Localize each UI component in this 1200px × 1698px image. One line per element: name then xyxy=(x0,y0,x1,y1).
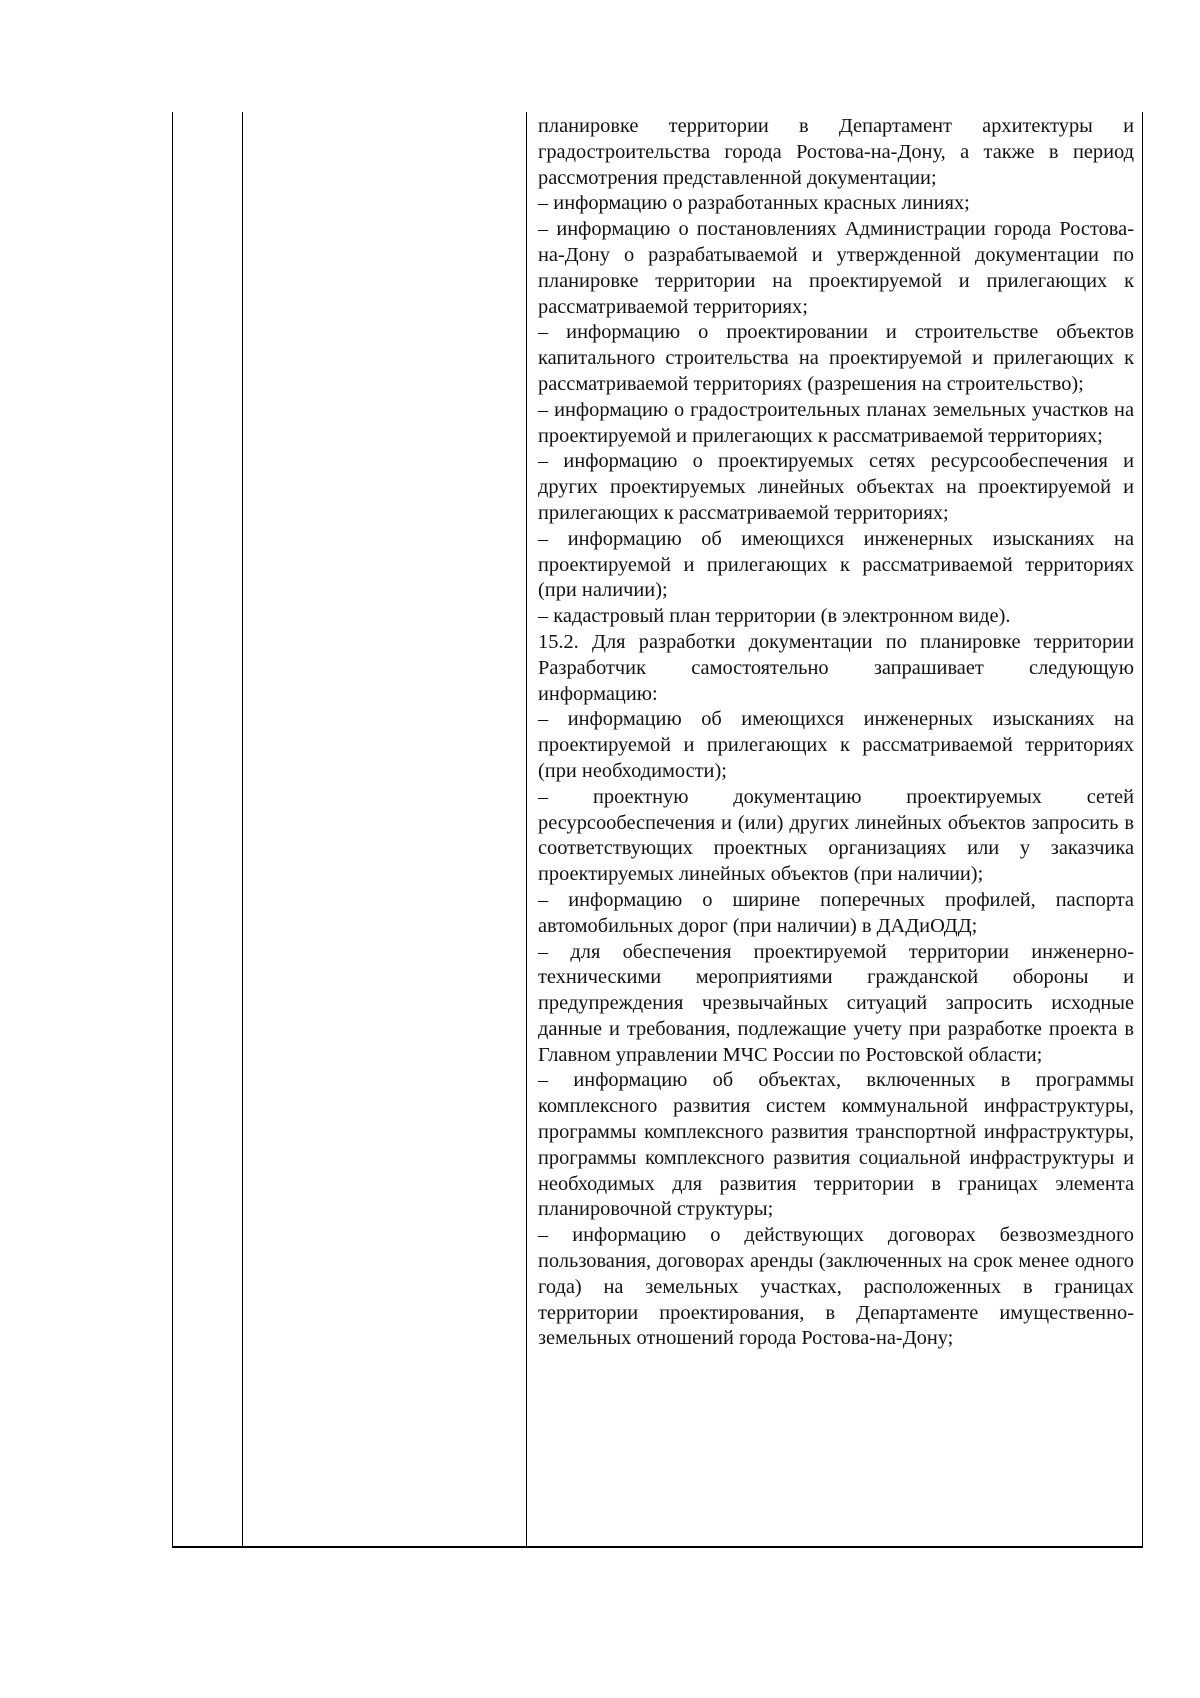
paragraph: – кадастровый план территории (в электронном виде). xyxy=(538,605,1011,628)
paragraph: – информацию об имеющихся инженерных изысканиях на проектируемой и прилегающих к рассматриваемой территориях (при необходимости); xyxy=(538,708,1134,782)
paragraph: – информацию о проектируемых сетях ресурсообеспечения и других проектируемых линейных объектах на проектируемой и прилегающих к рассматриваемой территориях; xyxy=(538,450,1134,524)
table-row xyxy=(173,112,1143,1547)
paragraph: – информацию о действующих договорах безвозмездного пользования, договорах аренды (заключенных на срок менее одного года) на земельных участках, расположенных в границах территории проектирования, в Департаменте имущественно-земельных отношений города Ростова-на-Дону; xyxy=(538,1224,1134,1350)
paragraph: – информацию об объектах, включенных в программы комплексного развития систем коммунальной инфраструктуры, программы комплексного развития транспортной инфраструктуры, программы комплексного развития социальной инфраструктуры и необходимых для развития территории в границах элемента планировочной структуры; xyxy=(538,1069,1134,1221)
content-text xyxy=(538,112,1134,1352)
name-cell xyxy=(243,112,527,1547)
paragraph: – информацию о градостроительных планах земельных участков на проектируемой и прилегающих к рассматриваемой территориях; xyxy=(538,398,1134,447)
paragraph: – информацию об имеющихся инженерных изысканиях на проектируемой и прилегающих к рассматриваемой территориях (при наличии); xyxy=(538,527,1134,602)
paragraph: – для обеспечения проектируемой территории инженерно-техническими мероприятиями гражданской обороны и предупреждения чрезвычайных ситуаций запросить исходные данные и требования, подлежащие учету при разработке проекта в Главном управлении МЧС России по Ростовской области; xyxy=(538,940,1134,1066)
paragraph: планировке территории в Департамент архитектуры и градостроительства города Ростова-на-Дону, а также в период рассмотрения представленной документации; xyxy=(538,115,1134,189)
paragraph: – проектную документацию проектируемых сетей ресурсообеспечения и (или) других линейных объектов запросить в соответствующих проектных организациях или у заказчика проектируемых линейных объектов (при наличии); xyxy=(538,785,1134,886)
number-cell xyxy=(173,112,243,1547)
paragraph: – информацию о постановлениях Администрации города Ростова-на-Дону о разрабатываемой и утвержденной документации по планировке территории на проектируемой и прилегающих к рассматриваемой территориях; xyxy=(538,218,1134,318)
paragraph: 15.2. Для разработки документации по планировке территории Разработчик самостоятельно запрашивает следующую информацию: xyxy=(538,630,1134,705)
paragraph: – информацию о разработанных красных линиях; xyxy=(538,192,970,215)
paragraph: – информацию о ширине поперечных профилей, паспорта автомобильных дорог (при наличии) в ДАДиОДД; xyxy=(538,888,1134,937)
document-table xyxy=(172,112,1143,1548)
paragraph: – информацию о проектировании и строительстве объектов капитального строительства на проектируемой и прилегающих к рассматриваемой территориях (разрешения на строительство); xyxy=(538,321,1134,395)
content-cell xyxy=(527,112,1143,1547)
